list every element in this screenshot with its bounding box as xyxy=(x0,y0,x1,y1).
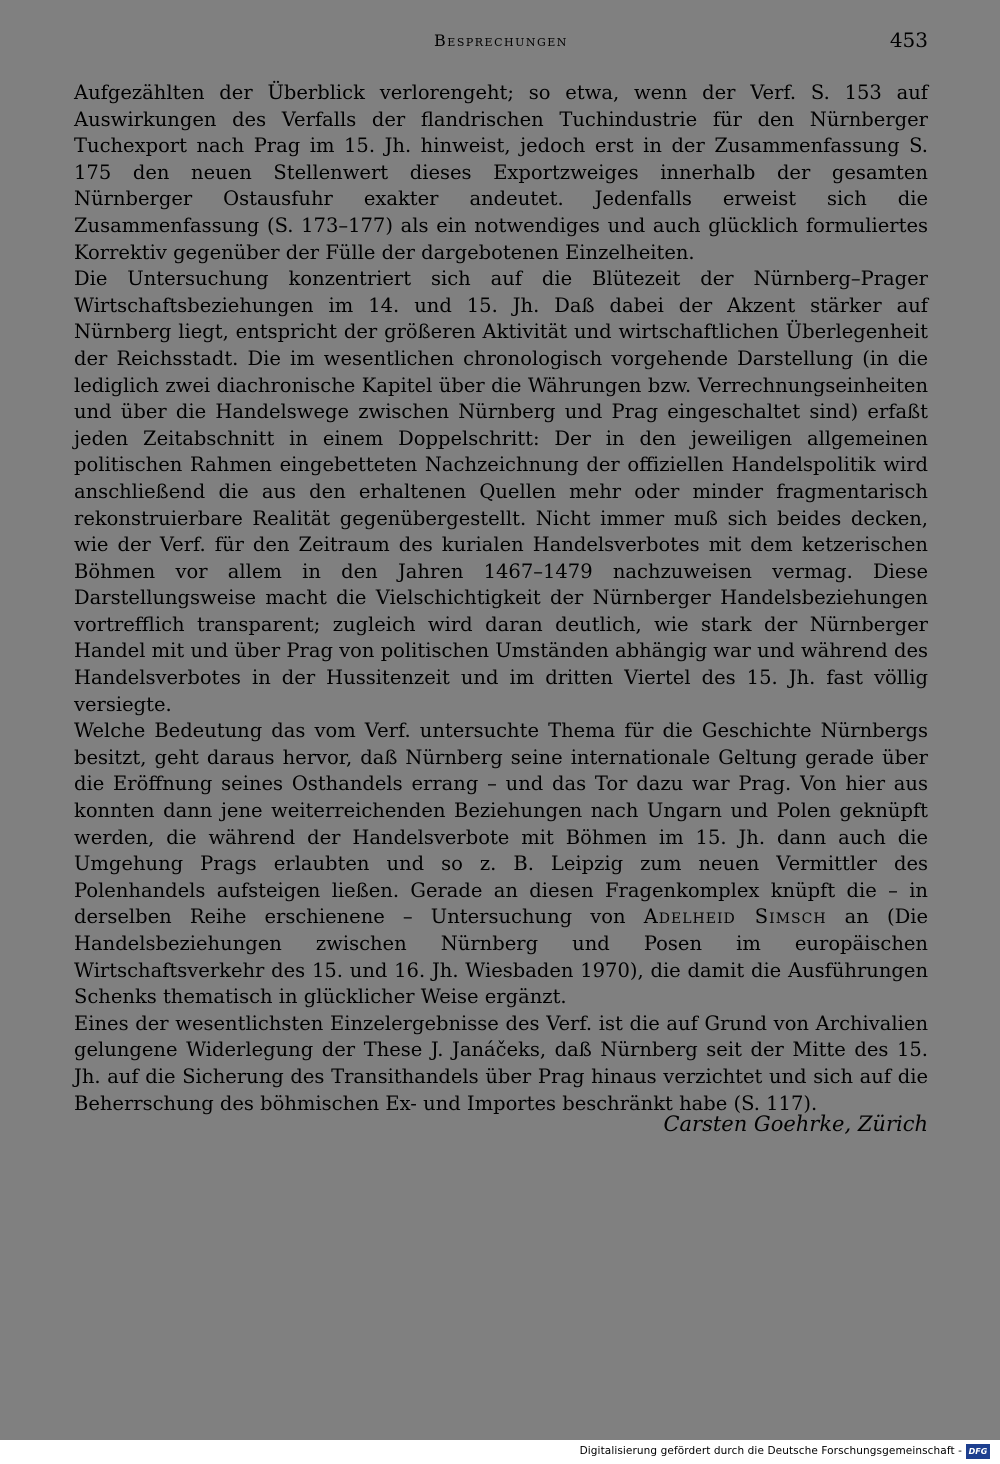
paragraph-3-text-a: Welche Bedeutung das vom Verf. untersuchte Thema für die Geschichte Nürnbergs besitzt, geht daraus hervor, daß Nürnberg seine internationale Geltung gerade über die Eröffnung seines Osthandels errang – und das Tor dazu war Prag. Von hier aus konnten dann jene weiterreichenden Beziehungen nach Ungarn und Polen geknüpft werden, die während der Handelsverbote mit Böhmen im 15. Jh. dann auch die Umgehung Prags erlaubten und so z. B. Leipzig zum neuen Vermittler des Polenhandels aufsteigen ließen. Gerade an diesen Fragenkomplex knüpft die – in derselben Reihe erschienene – Untersuchung von xyxy=(74,719,928,929)
page-number: 453 xyxy=(889,28,928,52)
paragraph-2: Die Untersuchung konzentriert sich auf die Blütezeit der Nürnberg–Prager Wirtschaftsbeziehungen im 14. und 15. Jh. Daß dabei der Akzent stärker auf Nürnberg liegt, entspricht der größeren Aktivität und wirtschaftlichen Überlegenheit der Reichsstadt. Die im wesentlichen chronologisch vorgehende Darstellung (in die lediglich zwei diachronische Kapitel über die Währungen bzw. Verrechnungseinheiten und über die Handelswege zwischen Nürnberg und Prag eingeschaltet sind) erfaßt jeden Zeitabschnitt in einem Doppelschritt: Der in den jeweiligen allgemeinen politischen Rahmen eingebetteten Nachzeichnung der offiziellen Handelspolitik wird anschließend die aus den erhaltenen Quellen mehr oder minder fragmentarisch rekonstruierbare Realität gegenübergestellt. Nicht immer muß sich beides decken, wie der Verf. für den Zeitraum des kurialen Handelsverbotes mit dem ketzerischen Böhmen vor allem in den Jahren 1467–1479 nachzuweisen vermag. Diese Darstellungsweise macht die Vielschichtigkeit der Nürnberger Handelsbeziehungen vortrefflich transparent; zugleich wird daran deutlich, wie stark der Nürnberger Handel mit und über Prag von politischen Umständen abhängig war und während des Handelsverbotes in der Hussitenzeit und im dritten Viertel des 15. Jh. fast völlig versiegte. xyxy=(74,267,928,716)
dfg-logo-icon: DFG xyxy=(966,1444,990,1459)
digitization-footer xyxy=(0,1440,1000,1464)
paragraph-3 xyxy=(74,718,928,1011)
reviewer-signature: Carsten Goehrke, Zürich xyxy=(663,1112,928,1136)
paragraph-1: Aufgezählten der Überblick verlorengeht; so etwa, wenn der Verf. S. 153 auf Auswirkungen des Verfalls der flandrischen Tuchindustrie für den Nürnberger Tuchexport nach Prag im 15. Jh. hinweist, jedoch erst in der Zusammenfassung S. 175 den neuen Stellenwert dieses Exportzweiges innerhalb der gesamten Nürnberger Ostausfuhr exakter andeutet. Jedenfalls erweist sich die Zusammenfassung (S. 173–177) als ein notwendiges und auch glücklich formuliertes Korrektiv gegenüber der Fülle der dargebotenen Einzelheiten. xyxy=(74,81,928,264)
running-title: Besprechungen xyxy=(434,31,568,50)
paragraph-3-text-b: an (Die Handelsbeziehungen zwischen Nürnberg und Posen im europäischen Wirtschaftsverkehr des 15. und 16. Jh. Wiesbaden 1970), die damit die Ausführungen Schenks thematisch in glücklicher Weise ergänzt. xyxy=(74,905,928,1009)
article-body xyxy=(74,80,928,1117)
cited-author-name: Adelheid Simsch xyxy=(643,905,827,929)
funding-note: Digitalisierung gefördert durch die Deutsche Forschungsgemeinschaft - xyxy=(579,1445,962,1457)
running-header xyxy=(74,28,928,56)
paragraph-4: Eines der wesentlichsten Einzelergebnisse des Verf. ist die auf Grund von Archivalien gelungene Widerlegung der These J. Janáčeks, daß Nürnberg seit der Mitte des 15. Jh. auf die Sicherung des Transithandels über Prag hinaus verzichtet und sich auf die Beherrschung des böhmischen Ex- und Importes beschränkt habe (S. 117). xyxy=(74,1011,928,1115)
